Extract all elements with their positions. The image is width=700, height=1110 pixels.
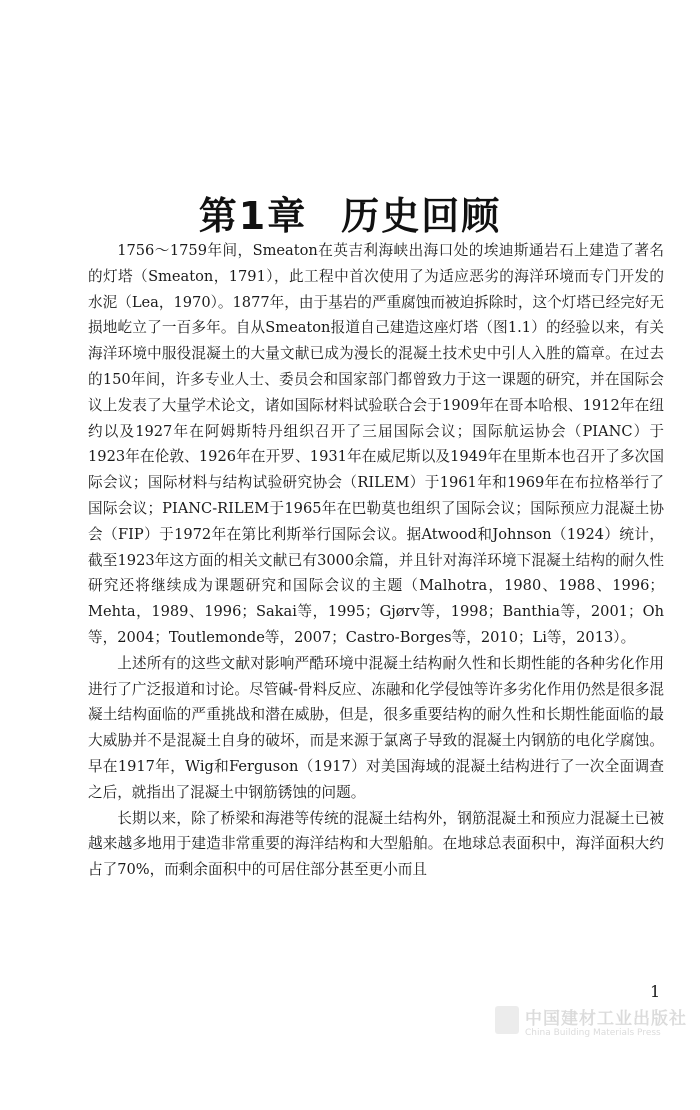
chapter-heading <box>0 185 700 240</box>
chapter-number: 第1章 <box>198 194 308 238</box>
publisher-logo-icon <box>495 1006 519 1034</box>
paragraph-1: 1756～1759年间，Smeaton在英吉利海峡出海口处的埃迪斯通岩石上建造了著名的灯塔（Smeaton，1791），此工程中首次使用了为适应恶劣的海洋环境而专门开发的水泥（Lea，1970）。1877年，由于基岩的严重腐蚀而被迫拆除时，这个灯塔已经完好无损地屹立了一百多年。自从Smeaton报道自己建造这座灯塔（图1.1）的经验以来，有关海洋环境中服役混凝土的大量文献已成为漫长的混凝土技术史中引人入胜的篇章。在过去的150年间，许多专业人士、委员会和国家部门都曾致力于这一课题的研究，并在国际会议上发表了大量学术论文，诸如国际材料试验联合会于1909年在哥本哈根、1912年在纽约以及1927年在阿姆斯特丹组织召开了三届国际会议；国际航运协会（PIANC）于1923年在伦敦、1926年在开罗、1931年在威尼斯以及1949年在里斯本也召开了多次国际会议；国际材料与结构试验研究协会（RILEM）于1961年和1969年在布拉格举行了国际会议；PIANC-RILEM于1965年在巴勒莫也组织了国际会议；国际预应力混凝土协会（FIP）于1972年在第比利斯举行国际会议。据Atwood和Johnson（1924）统计，截至1923年这方面的相关文献已有3000余篇，并且针对海洋环境下混凝土结构的耐久性研究还将继续成为课题研究和国际会议的主题（Malhotra，1980、1988、1996；Mehta，1989、1996；Sakai等，1995；Gjørv等，1998；Banthia等，2001；Oh等，2004；Toutlemonde等，2007；Castro-Borges等，2010；Li等，2013）。 <box>88 242 664 646</box>
publisher-watermark <box>495 1000 687 1050</box>
body-text <box>88 238 664 883</box>
page-number: 1 <box>650 982 661 1001</box>
watermark-name: 中国建材工业出版社 <box>525 1009 687 1029</box>
chapter-title: 历史回顾 <box>341 194 502 238</box>
paragraph-2: 上述所有的这些文献对影响严酷环境中混凝土结构耐久性和长期性能的各种劣化作用进行了广泛报道和讨论。尽管碱-骨料反应、冻融和化学侵蚀等许多劣化作用仍然是很多混凝土结构面临的严重挑战和潜在威胁，但是，很多重要结构的耐久性和长期性能面临的最大威胁并不是混凝土自身的破坏，而是来源于氯离子导致的混凝土内钢筋的电化学腐蚀。早在1917年，Wig和Ferguson（1917）对美国海域的混凝土结构进行了一次全面调查之后，就指出了混凝土中钢筋锈蚀的问题。 <box>88 654 664 801</box>
paragraph-3: 长期以来，除了桥梁和海港等传统的混凝土结构外，钢筋混凝土和预应力混凝土已被越来越多地用于建造非常重要的海洋结构和大型船舶。在地球总表面积中，海洋面积大约占了70%，而剩余面积中的可居住部分甚至更小而且 <box>88 809 664 879</box>
watermark-sub: China Building Materials Press <box>525 1028 661 1038</box>
